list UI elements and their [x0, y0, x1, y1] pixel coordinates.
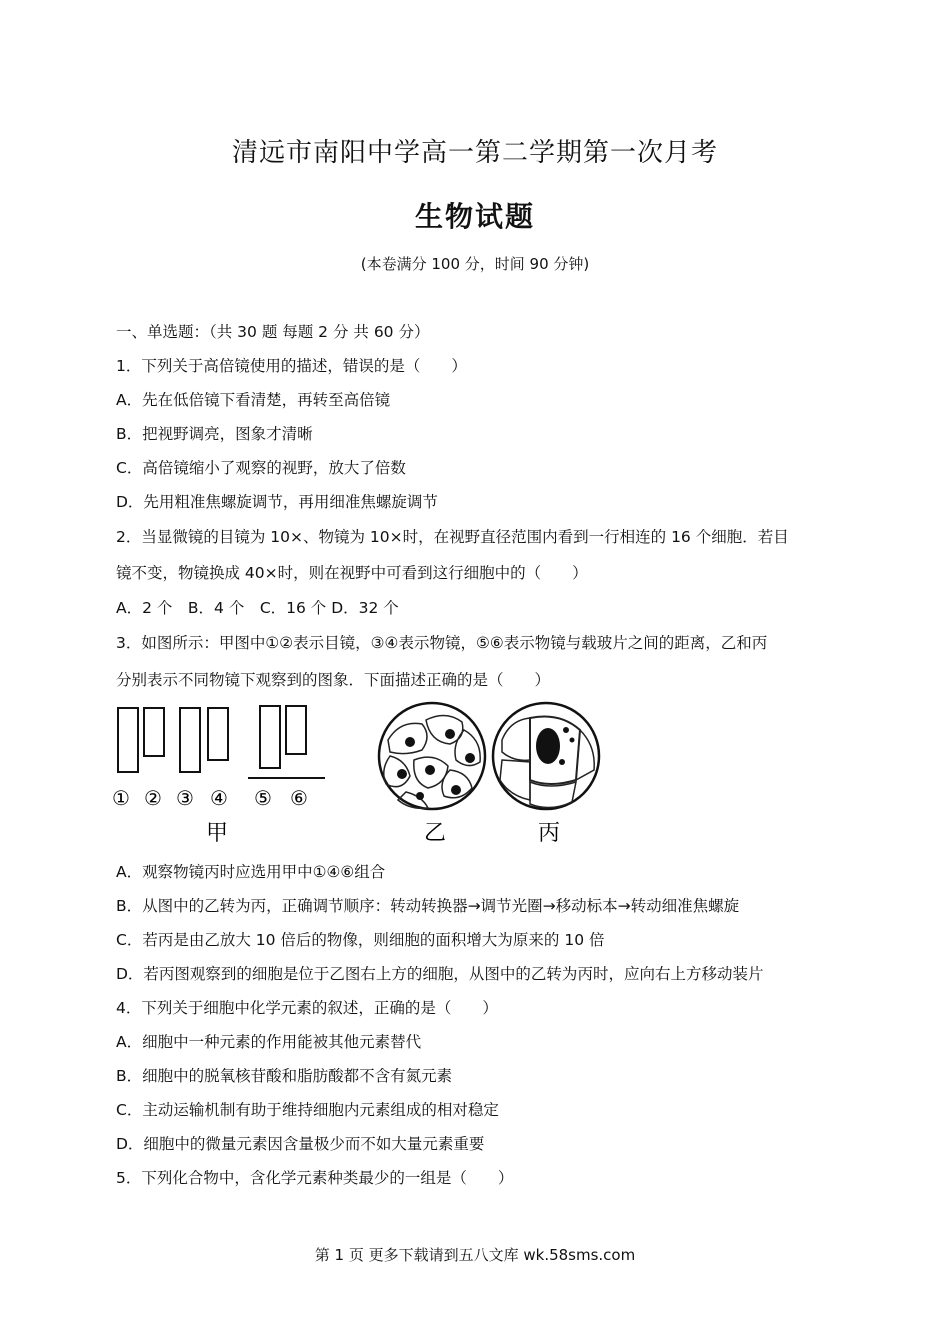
question-1-option-d: D．先用粗准焦螺旋调节，再用细准焦螺旋调节	[116, 493, 438, 511]
objective-4	[208, 708, 228, 760]
question-5-stem: 5．下列化合物中，含化学元素种类最少的一组是（ ）	[116, 1169, 514, 1187]
distance-5	[260, 706, 280, 768]
label-bing: 丙	[538, 821, 561, 846]
question-2-options: A．2 个 B．4 个 C．16 个 D．32 个	[116, 599, 399, 617]
question-4-option-c: C．主动运输机制有助于维持细胞内元素组成的相对稳定	[116, 1101, 499, 1119]
question-2-stem-line1: 2．当显微镜的目镜为 10×、物镜为 10×时，在视野直径范围内看到一行相连的 16 个细胞．若目	[116, 528, 789, 546]
eyepiece-2	[144, 708, 164, 756]
field-bing	[493, 703, 599, 809]
page-footer: 第 1 页 更多下载请到五八文库 wk.58sms.com	[314, 1246, 636, 1264]
num-3: ③	[176, 786, 194, 810]
num-4: ④	[210, 786, 228, 810]
distance-6	[286, 706, 306, 754]
question-3-stem-line1: 3．如图所示：甲图中①②表示目镜，③④表示物镜，⑤⑥表示物镜与载玻片之间的距离，乙和丙	[116, 634, 768, 652]
field-yi	[379, 703, 485, 809]
question-1-option-a: A．先在低倍镜下看清楚，再转至高倍镜	[116, 391, 391, 409]
subject-title: 生物试题	[414, 200, 535, 233]
question-1-stem: 1．下列关于高倍镜使用的描述，错误的是（ ）	[116, 357, 467, 375]
question-1-option-c: C．高倍镜缩小了观察的视野，放大了倍数	[116, 459, 406, 477]
label-jia: 甲	[206, 821, 229, 846]
eyepiece-1	[118, 708, 138, 772]
label-yi: 乙	[424, 821, 447, 846]
school-title: 清远市南阳中学高一第二学期第一次月考	[231, 138, 718, 168]
question-4-stem: 4．下列关于细胞中化学元素的叙述，正确的是（ ）	[116, 999, 498, 1017]
exam-note: (本卷满分 100 分，时间 90 分钟)	[360, 255, 590, 273]
microscope-figure	[110, 700, 610, 850]
question-4-option-b: B．细胞中的脱氧核苷酸和脂肪酸都不含有氮元素	[116, 1067, 453, 1085]
question-4-option-d: D．细胞中的微量元素因含量极少而不如大量元素重要	[116, 1135, 485, 1153]
question-3-stem-line2: 分别表示不同物镜下观察到的图象．下面描述正确的是（ ）	[116, 671, 551, 689]
question-3-option-c: C．若丙是由乙放大 10 倍后的物像，则细胞的面积增大为原来的 10 倍	[116, 931, 605, 949]
num-5: ⑤	[254, 786, 272, 810]
question-1-option-b: B．把视野调亮，图象才清晰	[116, 425, 313, 443]
section-heading: 一、单选题：（共 30 题 每题 2 分 共 60 分）	[116, 323, 430, 341]
question-3-option-d: D．若丙图观察到的细胞是位于乙图右上方的细胞，从图中的乙转为丙时，应向右上方移动装片	[116, 965, 764, 983]
objective-3	[180, 708, 200, 772]
question-3-option-a: A．观察物镜丙时应选用甲中①④⑥组合	[116, 863, 386, 881]
question-4-option-a: A．细胞中一种元素的作用能被其他元素替代	[116, 1033, 422, 1051]
num-1: ①	[112, 786, 130, 810]
question-2-stem-line2: 镜不变，物镜换成 40×时，则在视野中可看到这行细胞中的（ ）	[116, 564, 588, 582]
num-2: ②	[144, 786, 162, 810]
question-3-option-b: B．从图中的乙转为丙，正确调节顺序：转动转换器→调节光圈→移动标本→转动细准焦螺旋	[116, 897, 740, 915]
num-6: ⑥	[290, 786, 308, 810]
